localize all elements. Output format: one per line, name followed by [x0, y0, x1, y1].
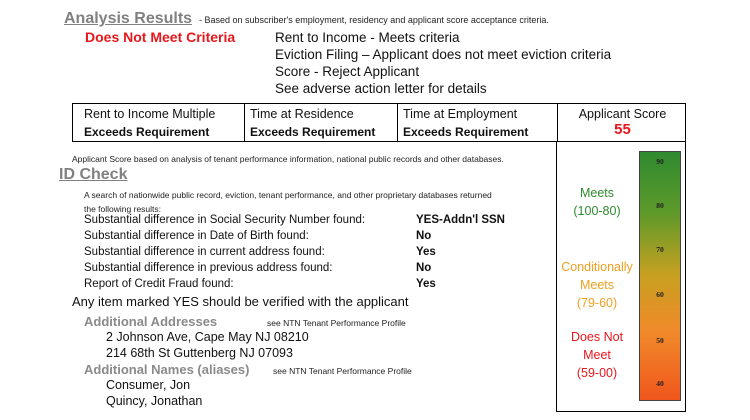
id-check-row-label: Substantial difference in previous address found: — [84, 262, 333, 274]
gauge-tick-label: 90 — [656, 157, 664, 166]
id-check-row — [84, 246, 514, 262]
id-check-row-value: Yes — [416, 246, 436, 258]
id-check-row-value: No — [416, 262, 432, 274]
gauge-tick-label: 40 — [656, 379, 664, 388]
applicant-score-label: Applicant Score — [578, 107, 667, 121]
gauge-tick-label: 60 — [656, 290, 664, 299]
alias-item: Quincy, Jonathan — [106, 394, 203, 408]
time-employment-label: Time at Employment — [403, 107, 518, 121]
alias-item: Consumer, Jon — [106, 378, 191, 392]
score-note: Applicant Score based on analysis of tenant performance information, national public records and other databases. — [72, 154, 504, 164]
time-residence-value: Exceeds Requirement — [250, 125, 376, 139]
applicant-score-value: 55 — [614, 121, 631, 138]
table-divider — [244, 104, 245, 141]
address-item: 2 Johnson Ave, Cape May NJ 08210 — [106, 330, 309, 344]
summary-table — [72, 103, 686, 142]
id-check-row-value: No — [416, 230, 432, 242]
legend-meets: Meets (100-80) — [573, 186, 621, 218]
id-check-row — [84, 278, 514, 294]
id-check-rows — [84, 214, 514, 294]
id-check-row — [84, 214, 514, 230]
time-employment-value: Exceeds Requirement — [403, 125, 529, 139]
rent-income-label: Rent to Income Multiple — [84, 107, 216, 121]
id-check-row-label: Substantial difference in Date of Birth found: — [84, 230, 309, 242]
status-does-not-meet: Does Not Meet Criteria — [85, 29, 236, 45]
gauge-tick-label: 70 — [656, 245, 664, 254]
additional-addresses-ref: see NTN Tenant Performance Profile — [267, 318, 406, 328]
gauge-tick-label: 50 — [656, 336, 664, 345]
criteria-item: See adverse action letter for details — [275, 81, 487, 96]
id-check-row — [84, 230, 514, 246]
id-check-title: ID Check — [59, 166, 128, 183]
criteria-item: Eviction Filing – Applicant does not meet eviction criteria — [275, 47, 612, 62]
legend-does-not-meet: Does Not Meet (59-00) — [570, 330, 624, 380]
address-item: 214 68th St Guttenberg NJ 07093 — [106, 346, 293, 360]
time-residence-label: Time at Residence — [250, 107, 354, 121]
id-check-row-value: YES-Addn'l SSN — [416, 214, 505, 226]
additional-addresses-title: Additional Addresses — [84, 314, 218, 329]
id-check-row-value: Yes — [416, 278, 436, 290]
analysis-title: Analysis Results — [64, 10, 193, 27]
id-check-row-label: Substantial difference in Social Security Number found: — [84, 214, 366, 226]
verify-note: Any item marked YES should be verified with the applicant — [72, 294, 409, 309]
id-check-row — [84, 262, 514, 278]
id-check-intro: A search of nationwide public record, eviction, tenant performance, and other proprietary databases returned — [84, 190, 492, 200]
rent-income-value: Exceeds Requirement — [84, 125, 210, 139]
legend-conditionally-meets: Conditionally Meets (79-60) — [561, 260, 633, 310]
gauge-tick-label: 80 — [656, 201, 664, 210]
id-check-row-label: Substantial difference in current address found: — [84, 246, 325, 258]
id-check-row-label: Report of Credit Fraud found: — [84, 278, 234, 290]
score-gauge — [639, 151, 681, 401]
criteria-item: Rent to Income - Meets criteria — [275, 30, 460, 45]
criteria-list — [275, 29, 611, 97]
table-divider — [397, 104, 398, 141]
criteria-item: Score - Reject Applicant — [275, 64, 420, 79]
additional-names-ref: see NTN Tenant Performance Profile — [273, 366, 412, 376]
id-check-intro: the following results: — [84, 204, 162, 214]
analysis-note: - Based on subscriber's employment, residency and applicant score acceptance criteria. — [199, 15, 549, 25]
additional-names-title: Additional Names (aliases) — [84, 362, 250, 377]
